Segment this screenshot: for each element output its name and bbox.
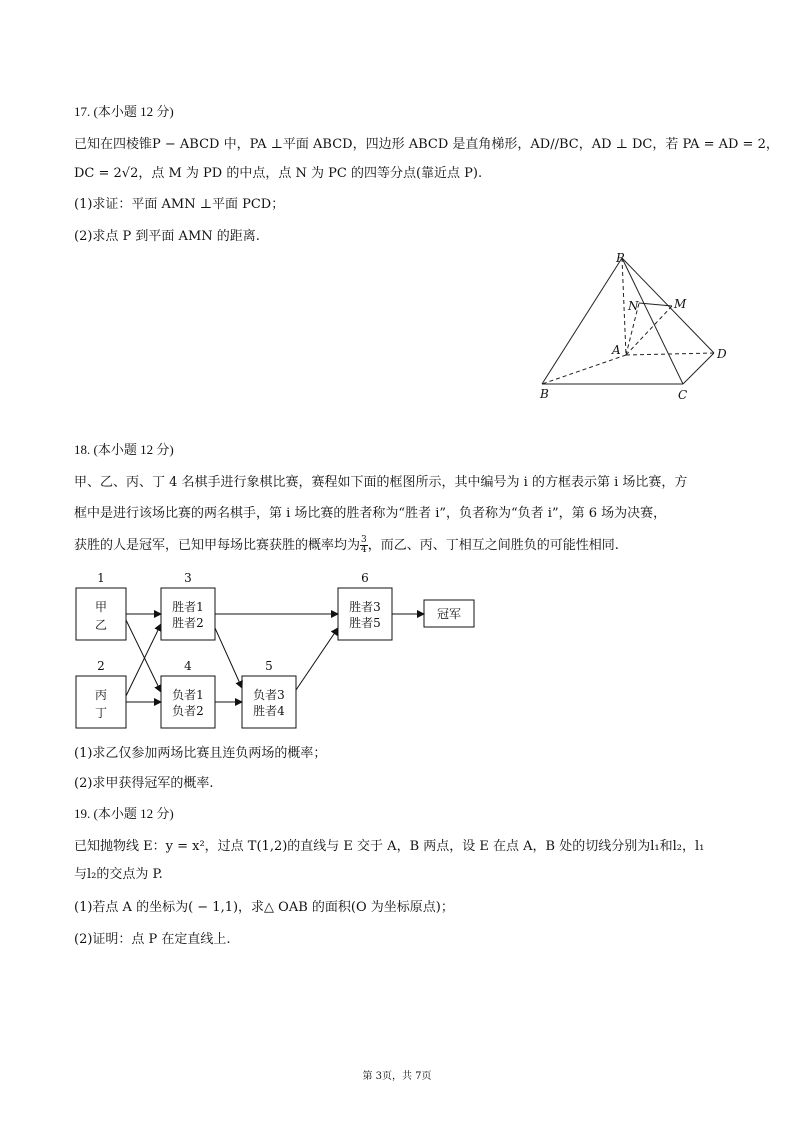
q19-stem-line1: 已知抛物线 E：y = x²，过点 T(1,2)的直线与 E 交于 A，B 两点，设 E 在点 A，B 处的切线分别为l₁和l₂，l₁	[74, 839, 705, 854]
box2-player-b: 丁	[94, 706, 108, 720]
q17-stem-line1: 已知在四棱锥P − ABCD 中，PA ⊥平面 ABCD，四边形 ABCD 是直角梯形，AD//BC，AD ⊥ DC，若 PA = AD = 2，	[74, 137, 779, 152]
box6-player-a: 胜者3	[349, 600, 381, 614]
q19-part1: (1)若点 A 的坐标为( − 1,1)，求△ OAB 的面积(O 为坐标原点)；	[74, 900, 454, 915]
box5-player-b: 胜者4	[253, 704, 285, 718]
box4-player-b: 负者2	[172, 704, 204, 718]
q18-part2: (2)求甲获得冠军的概率.	[74, 776, 214, 791]
match-box-5	[242, 676, 296, 728]
q19-part2: (2)证明：点 P 在定直线上.	[74, 932, 231, 947]
q18-stem-line2: 框中是进行该场比赛的两名棋手，第 i 场比赛的胜者称为“胜者 i”，负者称为“负者 i”，第 6 场为决赛，	[74, 506, 667, 521]
q17-pyramid-figure	[530, 248, 740, 408]
match-box-4	[161, 676, 215, 728]
q18-stem-line3	[74, 536, 734, 555]
label-D: D	[717, 347, 727, 361]
match-box-2	[76, 676, 126, 728]
box6-player-b: 胜者5	[349, 616, 381, 630]
match-box-3	[161, 588, 215, 640]
label-N: N	[628, 299, 639, 313]
box4-number: 4	[184, 659, 192, 673]
label-P: P	[616, 251, 625, 265]
box6-number: 6	[361, 571, 369, 585]
probability-fraction	[360, 536, 368, 555]
box1-player-a: 甲	[94, 600, 108, 614]
box3-player-b: 胜者2	[172, 616, 204, 630]
q18-line3-pre: 获胜的人是冠军，已知甲每场比赛获胜的概率均为	[74, 538, 361, 553]
box3-player-a: 胜者1	[172, 600, 204, 614]
page-footer: 第 3页，共 7页	[362, 1071, 432, 1082]
label-A: A	[612, 343, 621, 357]
q18-tournament-flowchart	[60, 568, 490, 738]
box3-number: 3	[184, 571, 192, 585]
fraction-numerator: 3	[361, 535, 367, 545]
box1-number: 1	[97, 571, 105, 585]
q18-part1: (1)求乙仅参加两场比赛且连负两场的概率；	[74, 746, 327, 761]
box5-number: 5	[265, 659, 273, 673]
q17-header: 17. (本小题 12 分)	[74, 104, 174, 119]
fraction-denominator: 4	[361, 545, 367, 555]
box5-player-a: 负者3	[253, 688, 285, 702]
box2-number: 2	[97, 659, 105, 673]
q18-stem-line1: 甲、乙、丙、丁 4 名棋手进行象棋比赛，赛程如下面的框图所示，其中编号为 i 的方框表示第 i 场比赛，方	[74, 475, 688, 490]
q17-part2: (2)求点 P 到平面 AMN 的距离.	[74, 229, 260, 244]
q19-header: 19. (本小题 12 分)	[74, 806, 174, 821]
q18-header: 18. (本小题 12 分)	[74, 442, 174, 457]
q18-line3-post: ，而乙、丙、丁相互之间胜负的可能性相同.	[367, 538, 619, 553]
q19-stem-line2: 与l₂的交点为 P.	[74, 867, 163, 882]
box1-player-b: 乙	[94, 618, 108, 632]
match-box-1	[76, 588, 126, 640]
champion-label: 冠军	[436, 607, 462, 621]
match-box-6	[338, 588, 392, 640]
box2-player-a: 丙	[94, 688, 108, 702]
label-M: M	[674, 297, 687, 311]
q17-stem-line2: DC = 2√2，点 M 为 PD 的中点，点 N 为 PC 的四等分点(靠近点 P).	[74, 166, 483, 181]
q17-part1: (1)求证：平面 AMN ⊥平面 PCD；	[74, 197, 285, 212]
label-C: C	[678, 388, 688, 402]
box4-player-a: 负者1	[172, 688, 204, 702]
label-B: B	[540, 387, 549, 401]
